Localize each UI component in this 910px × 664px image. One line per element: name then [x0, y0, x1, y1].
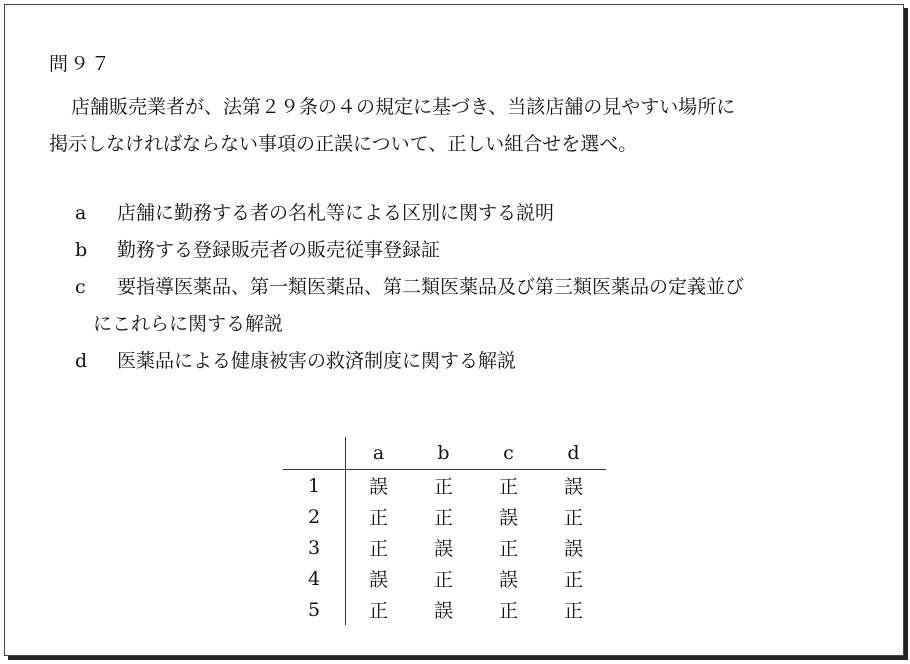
table-cell: 誤: [563, 538, 583, 560]
statement-label: d: [75, 350, 88, 372]
question-page: [4, 4, 904, 656]
statement-item: [71, 269, 861, 343]
answer-table-header: [283, 437, 606, 470]
table-cell: 正: [368, 600, 388, 622]
option-number: 4: [283, 563, 346, 594]
answer-table: [283, 437, 606, 625]
table-row: [283, 532, 606, 563]
table-cell: 誤: [368, 476, 388, 498]
statement-text-block: [93, 269, 861, 343]
option-number: 5: [283, 594, 346, 625]
statement-label: c: [75, 276, 86, 298]
statement-item: [71, 343, 861, 380]
table-cell: 正: [498, 538, 518, 560]
column-header-c: c: [476, 437, 541, 470]
statement-label: a: [75, 202, 87, 224]
table-row: [283, 470, 606, 502]
table-cell: 誤: [368, 569, 388, 591]
corner-cell: [283, 437, 346, 470]
table-cell: 誤: [433, 538, 453, 560]
statement-list: [71, 195, 861, 380]
table-cell: 誤: [498, 507, 518, 529]
statement-text: 要指導医薬品、第一類医薬品、第二類医薬品及び第三類医薬品の定義並び: [117, 276, 745, 298]
table-cell: 正: [368, 507, 388, 529]
table-cell: 正: [433, 569, 453, 591]
statement-text: 店舗に勤務する者の名札等による区別に関する説明: [117, 202, 555, 224]
table-cell: 正: [433, 476, 453, 498]
option-number: 3: [283, 532, 346, 563]
table-cell: 正: [563, 507, 583, 529]
question-number: 問９７: [49, 53, 113, 75]
table-cell: 誤: [498, 569, 518, 591]
table-cell: 正: [498, 600, 518, 622]
stem-line-2: 掲示しなければならない事項の正誤について、正しい組合せを選べ。: [49, 133, 638, 155]
option-number: 2: [283, 501, 346, 532]
table-row: [283, 501, 606, 532]
table-cell: 誤: [563, 476, 583, 498]
column-header-a: a: [346, 437, 412, 470]
statement-label: b: [75, 239, 88, 261]
table-cell: 正: [368, 538, 388, 560]
statement-text: 勤務する登録販売者の販売従事登録証: [117, 239, 441, 261]
table-cell: 正: [498, 476, 518, 498]
table-row: [283, 594, 606, 625]
table-row: [283, 563, 606, 594]
statement-text: 医薬品による健康被害の救済制度に関する解説: [117, 350, 517, 372]
table-cell: 正: [563, 569, 583, 591]
column-header-d: d: [541, 437, 606, 470]
column-header-b: b: [411, 437, 476, 470]
table-cell: 正: [433, 507, 453, 529]
stem-line-1: 店舗販売業者が、法第２９条の４の規定に基づき、当該店舗の見やすい場所に: [71, 96, 736, 118]
option-number: 1: [283, 470, 346, 502]
statement-text-continuation: にこれらに関する解説: [93, 313, 284, 335]
table-cell: 正: [563, 600, 583, 622]
table-cell: 誤: [433, 600, 453, 622]
statement-item: [71, 232, 861, 269]
question-stem: [49, 89, 859, 163]
statement-item: [71, 195, 861, 232]
